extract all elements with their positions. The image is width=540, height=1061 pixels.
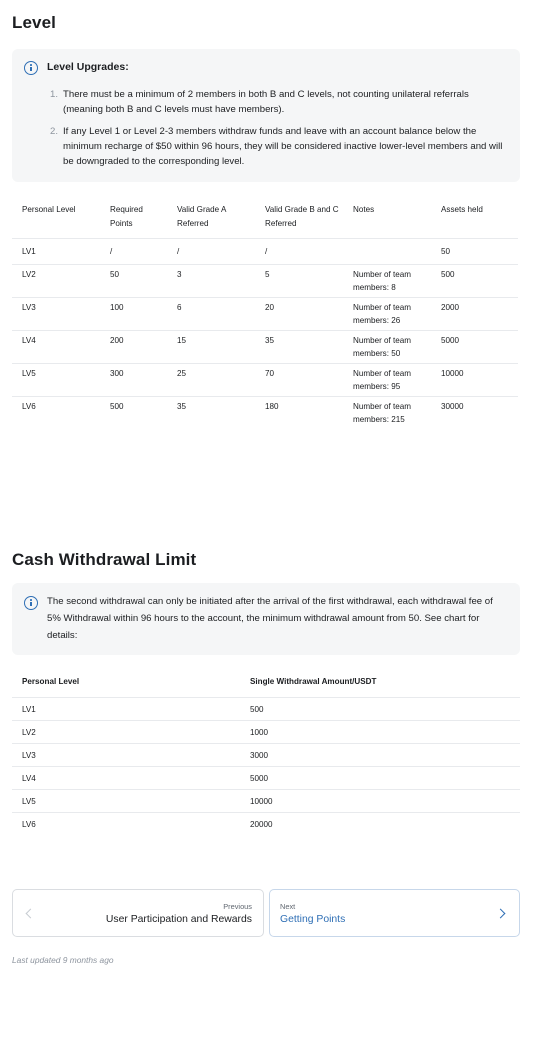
next-label: Getting Points [280, 914, 346, 925]
level-table [12, 201, 518, 429]
table-cell: 25 [167, 363, 255, 396]
last-updated: Last updated 9 months ago [12, 955, 114, 965]
table-cell: LV2 [12, 720, 240, 743]
table-cell: 500 [240, 697, 520, 720]
col-header-assets-held: Assets held [441, 205, 483, 214]
col-header-valid-grade-a: Valid Grade A Referred [177, 205, 226, 228]
table-cell: 50 [431, 239, 518, 265]
table-row [12, 396, 518, 429]
table-cell: / [100, 239, 167, 265]
withdrawal-note-admonition [12, 583, 520, 655]
table-row [12, 330, 518, 363]
table-cell: 200 [100, 330, 167, 363]
table-cell: Number of team members: 50 [343, 330, 431, 363]
list-number: 1. [50, 89, 59, 100]
table-cell: 5000 [240, 766, 520, 789]
table-cell: 35 [255, 330, 343, 363]
col-header-personal-level: Personal Level [22, 205, 76, 214]
withdrawal-note-text: The second withdrawal can only be initiated after the arrival of the first withdrawal, each withdrawal fee of 5% Withdrawal within 96 hours to the account, the minimum withdrawal amount from 50. See chart for details: [47, 596, 493, 641]
table-cell: 20 [255, 297, 343, 330]
col-header-valid-grade-bc: Valid Grade B and C Referred [265, 205, 339, 228]
col-header-required-points: Required Points [110, 205, 143, 228]
prev-page-button[interactable] [12, 889, 264, 937]
list-text: If any Level 1 or Level 2-3 members withdraw funds and leave with an account balance below the minimum recharge of $50 within 96 hours, they will be considered inactive lower-level members and will be downgraded to the corresponding level. [63, 126, 503, 167]
table-cell: 30000 [431, 396, 518, 429]
table-cell: 50 [100, 264, 167, 297]
table-cell: 10000 [431, 363, 518, 396]
chevron-left-icon [26, 909, 36, 919]
table-cell: LV5 [12, 363, 100, 396]
table-cell: Number of team members: 26 [343, 297, 431, 330]
info-icon [24, 61, 38, 75]
withdrawal-table [12, 675, 520, 835]
table-cell: / [255, 239, 343, 265]
cash-withdrawal-heading: Cash Withdrawal Limit [12, 550, 197, 569]
level-upgrade-item [46, 87, 506, 117]
table-row [12, 297, 518, 330]
table-row [12, 363, 518, 396]
prev-sublabel: Previous [223, 902, 252, 911]
next-sublabel: Next [280, 902, 296, 911]
table-cell: 70 [255, 363, 343, 396]
table-cell: 15 [167, 330, 255, 363]
table-cell: LV6 [12, 812, 240, 835]
table-row [12, 239, 518, 265]
prev-label: User Participation and Rewards [105, 914, 252, 925]
table-row [12, 743, 520, 766]
table-cell: 100 [100, 297, 167, 330]
table-cell: 3000 [240, 743, 520, 766]
table-row [12, 697, 520, 720]
chevron-right-icon [496, 909, 506, 919]
next-page-button[interactable] [269, 889, 520, 937]
table-cell [343, 239, 431, 265]
table-cell: 5 [255, 264, 343, 297]
table-cell: LV4 [12, 330, 100, 363]
table-cell: 6 [167, 297, 255, 330]
col-header-single-withdrawal: Single Withdrawal Amount/USDT [250, 677, 377, 686]
level-upgrade-item [46, 124, 506, 169]
info-icon [24, 596, 38, 610]
table-cell: LV2 [12, 264, 100, 297]
list-number: 2. [50, 126, 59, 137]
table-cell: Number of team members: 8 [343, 264, 431, 297]
table-cell: LV4 [12, 766, 240, 789]
table-cell: LV3 [12, 297, 100, 330]
table-cell: LV1 [12, 697, 240, 720]
table-cell: Number of team members: 215 [343, 396, 431, 429]
table-row [12, 766, 520, 789]
table-cell: LV6 [12, 396, 100, 429]
list-text: There must be a minimum of 2 members in both B and C levels, not counting unilateral referrals (meaning both B and C levels must have members). [63, 89, 469, 115]
table-cell: 500 [100, 396, 167, 429]
table-cell: Number of team members: 95 [343, 363, 431, 396]
table-row [12, 812, 520, 835]
table-cell: 2000 [431, 297, 518, 330]
table-cell: LV3 [12, 743, 240, 766]
level-upgrades-list [46, 87, 506, 176]
table-cell: 1000 [240, 720, 520, 743]
table-header-row [12, 675, 520, 697]
table-cell: 180 [255, 396, 343, 429]
table-header-row [12, 201, 518, 239]
col-header-notes: Notes [353, 205, 375, 214]
table-cell: 3 [167, 264, 255, 297]
table-cell: LV5 [12, 789, 240, 812]
table-cell: 20000 [240, 812, 520, 835]
table-cell: / [167, 239, 255, 265]
table-row [12, 264, 518, 297]
table-cell: 5000 [431, 330, 518, 363]
table-cell: 35 [167, 396, 255, 429]
table-row [12, 720, 520, 743]
col-header-personal-level: Personal Level [22, 677, 80, 686]
table-cell: 300 [100, 363, 167, 396]
level-upgrades-admonition [12, 49, 520, 182]
table-cell: 500 [431, 264, 518, 297]
level-heading: Level [12, 13, 56, 32]
table-row [12, 789, 520, 812]
table-cell: 10000 [240, 789, 520, 812]
level-upgrades-title: Level Upgrades: [47, 61, 129, 73]
table-cell: LV1 [12, 239, 100, 265]
